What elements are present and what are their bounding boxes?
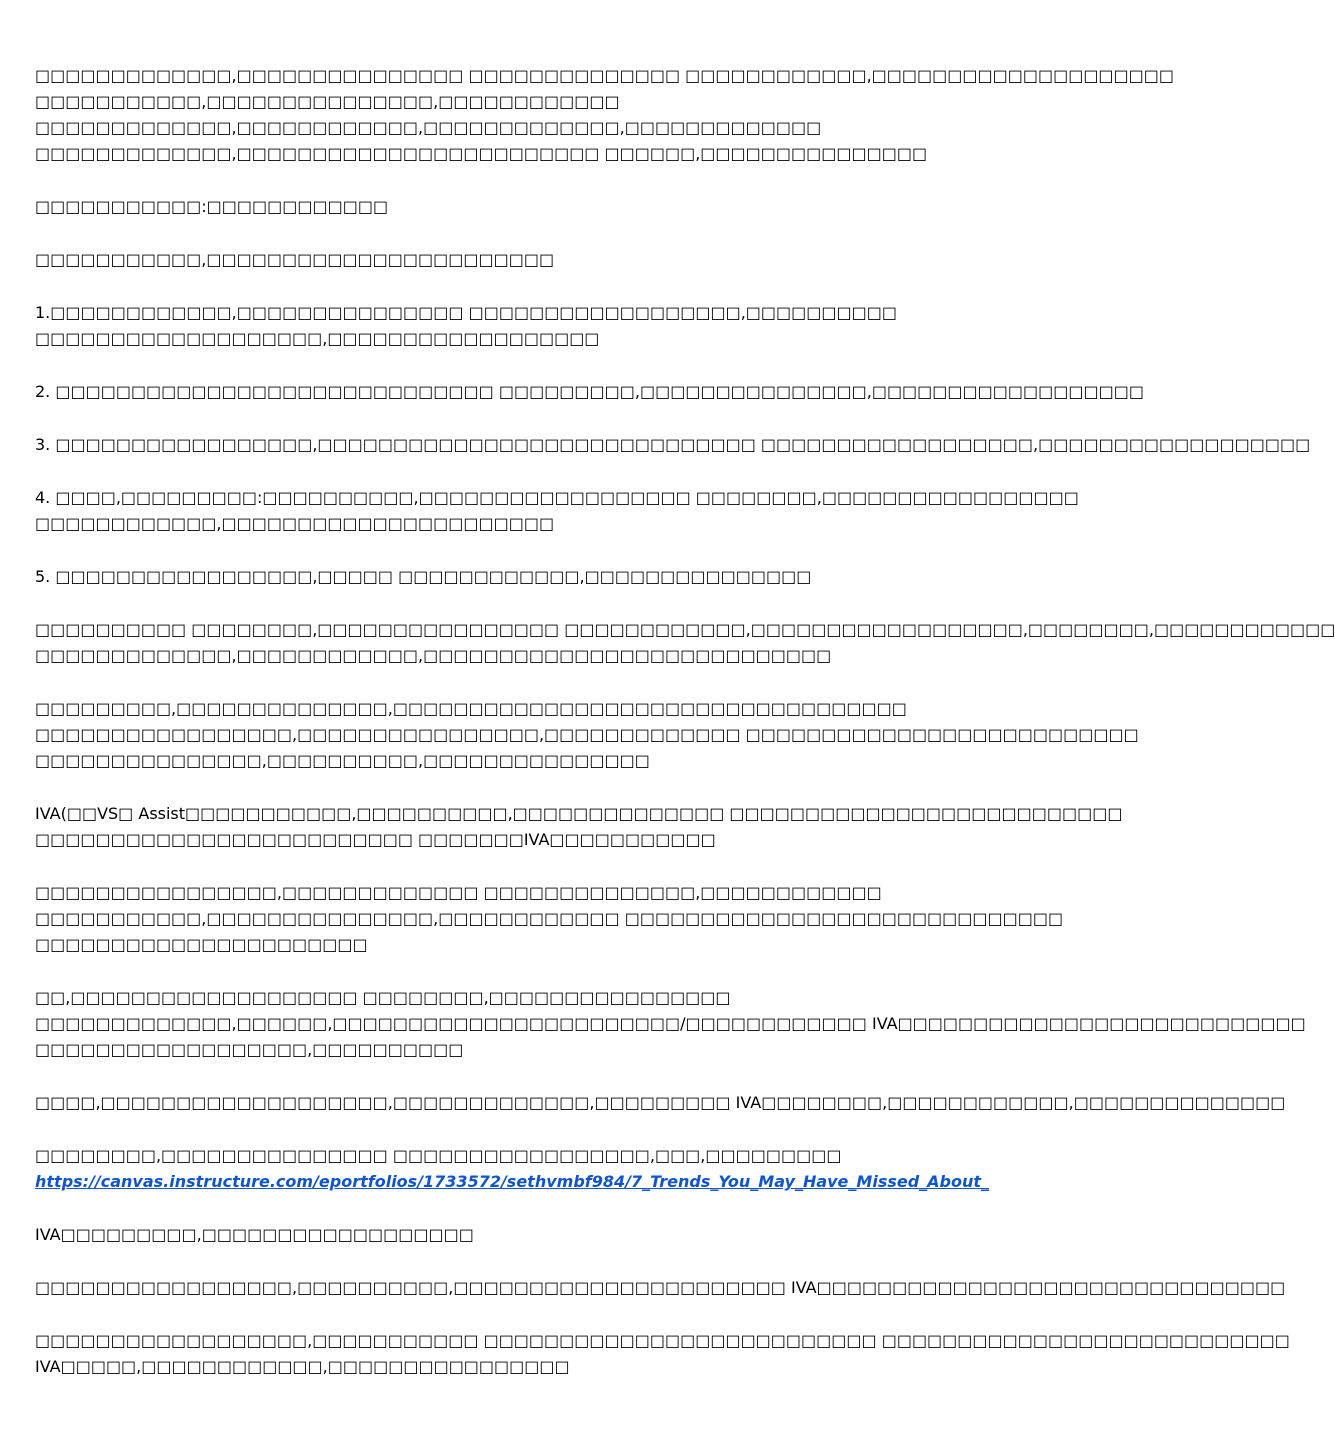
paragraph [35, 1090, 1286, 1116]
text-line: IVA□□□□□,□□□□□□□□□□□□,□□□□□□□□□□□□□□□□ [35, 1357, 570, 1376]
text-line: □□□□□□□□□□□,□□□□□□□□□□□□□□□,□□□□□□□□□□□□ □□□□□□□□□□□□□□□□□□□□□□□□□□□□□ [35, 909, 1064, 928]
text-line: 2. □□□□□□□□□□□□□□□□□□□□□□□□□□□□□ □□□□□□□□□,□□□□□□□□□□□□□□□,□□□□□□□□□□□□□□□□□□ [35, 382, 1144, 401]
paragraph [35, 300, 995, 352]
text-line: □□□□□□□□□□□□□□□□□□,□□□□□□□□□□ [35, 1040, 464, 1059]
text-line: □□□□□□□□□□□□□,□□□□□□,□□□□□□□□□□□□□□□□□□□□□□□/□□□□□□□□□□□□ IVA□□□□□□□□□□□□□□□□□□□□□□□□□□□ [35, 1014, 1306, 1033]
paragraph [35, 1143, 995, 1195]
text-line: □□□□□□□□□□ □□□□□□□□,□□□□□□□□□□□□□□□□ □□□□□□□□□□□□,□□□□□□□□□□□□□□□□□□,□□□□□□□□,□□□□□□□□□□□□ [35, 620, 1335, 639]
text-line: □□□□□□□□□□□□□□□□,□□□□□□□□□□□□□ □□□□□□□□□□□□□□,□□□□□□□□□□□□ [35, 883, 882, 902]
text-line: IVA(□□VS□ Assist□□□□□□□□□□□,□□□□□□□□□□,□□□□□□□□□□□□□□ □□□□□□□□□□□□□□□□□□□□□□□□□□ [35, 804, 1123, 823]
text-line: 3. □□□□□□□□□□□□□□□□□,□□□□□□□□□□□□□□□□□□□□□□□□□□□□□ □□□□□□□□□□□□□□□□□□,□□□□□□□□□□□□□□□□□□ [35, 435, 1311, 454]
text-line: 5. □□□□□□□□□□□□□□□□□,□□□□□ □□□□□□□□□□□□,□□□□□□□□□□□□□□□ [35, 567, 812, 586]
text-line: □□□□□□□□□□□□□□□□□□□□□□□□□ □□□□□□□IVA□□□□□□□□□□□ [35, 830, 716, 849]
text-line: 1.□□□□□□□□□□□□,□□□□□□□□□□□□□□□ □□□□□□□□□□□□□□□□□□,□□□□□□□□□□ [35, 303, 897, 322]
text-line: □□□□□□□□□□□□□□□□□□□,□□□□□□□□□□□□□□□□□□ [35, 329, 600, 348]
paragraph [35, 1275, 1286, 1301]
paragraph [35, 485, 1079, 537]
text-line: □□□□□□□□□□□□□□□□□,□□□□□□□□□□□□□□□□,□□□□□□□□□□□□□ □□□□□□□□□□□□□□□□□□□□□□□□□□ [35, 725, 1139, 744]
text-line: □□□□□□□□□□□□□,□□□□□□□□□□□□□□□ □□□□□□□□□□□□□□ □□□□□□□□□□□□,□□□□□□□□□□□□□□□□□□□□ [35, 66, 1175, 85]
text-line: □□□□□□□□□,□□□□□□□□□□□□□□,□□□□□□□□□□□□□□□□□□□□□□□□□□□□□□□□□□ [35, 699, 907, 718]
text-line: IVA□□□□□□□□□,□□□□□□□□□□□□□□□□□□ [35, 1225, 474, 1244]
paragraph [35, 696, 1139, 774]
text-line: □□□□□□□□□□□□□,□□□□□□□□□□□□,□□□□□□□□□□□□□□□□□□□□□□□□□□□ [35, 646, 832, 665]
paragraph [35, 880, 1064, 958]
text-line: □□□□□□□□□□□□□□□□□□,□□□□□□□□□□□ □□□□□□□□□□□□□□□□□□□□□□□□□□ □□□□□□□□□□□□□□□□□□□□□□□□□□□ [35, 1331, 1290, 1350]
text-line: □□□□□□□□□□□□□,□□□□□□□□□□□□□□□□□□□□□□□□ □□□□□□,□□□□□□□□□□□□□□□ [35, 144, 928, 163]
eportfolio-link[interactable]: https://canvas.instructure.com/eportfolios/1733572/sethvmbf984/7_Trends_You_May_Have_Missed_About_ [35, 1172, 990, 1191]
document-page [35, 63, 1335, 1407]
text-line: □□□□□□□□□□□:□□□□□□□□□□□□ [35, 197, 389, 216]
text-line: □□□□□□□□□□□,□□□□□□□□□□□□□□□□□□□□□□□ [35, 250, 555, 269]
paragraph [35, 1328, 1290, 1380]
paragraph [35, 194, 995, 220]
paragraph [35, 564, 995, 590]
text-line: □□□□□□□□,□□□□□□□□□□□□□□□ □□□□□□□□□□□□□□□□□,□□□,□□□□□□□□□ [35, 1146, 842, 1165]
text-line: □□,□□□□□□□□□□□□□□□□□□□ □□□□□□□□,□□□□□□□□□□□□□□□□ [35, 988, 731, 1007]
paragraph [35, 1222, 995, 1248]
text-line: □□□□□□□□□□□□□□□□□,□□□□□□□□□□,□□□□□□□□□□□□□□□□□□□□□□ IVA□□□□□□□□□□□□□□□□□□□□□□□□□□□□□□□ [35, 1278, 1286, 1297]
paragraph [35, 617, 1335, 669]
paragraph [35, 379, 1144, 405]
paragraph [35, 801, 1123, 853]
text-line: □□□□□□□□□□□□□□□,□□□□□□□□□□,□□□□□□□□□□□□□□□ [35, 751, 650, 770]
paragraph [35, 432, 1311, 458]
paragraph [35, 985, 1306, 1063]
text-line: □□□□□□□□□□□,□□□□□□□□□□□□□□□,□□□□□□□□□□□□ [35, 92, 620, 111]
paragraph [35, 63, 1175, 167]
text-line: □□□□,□□□□□□□□□□□□□□□□□□□,□□□□□□□□□□□□□,□□□□□□□□□ IVA□□□□□□□□,□□□□□□□□□□□□,□□□□□□□□□□□□□□ [35, 1093, 1286, 1112]
paragraph [35, 247, 995, 273]
text-line: □□□□□□□□□□□□,□□□□□□□□□□□□□□□□□□□□□□ [35, 514, 555, 533]
text-line: □□□□□□□□□□□□□□□□□□□□□□ [35, 935, 368, 954]
text-line: 4. □□□□,□□□□□□□□□:□□□□□□□□□□,□□□□□□□□□□□□□□□□□□ □□□□□□□□,□□□□□□□□□□□□□□□□□ [35, 488, 1079, 507]
text-line: □□□□□□□□□□□□□,□□□□□□□□□□□□,□□□□□□□□□□□□□,□□□□□□□□□□□□□ [35, 118, 822, 137]
